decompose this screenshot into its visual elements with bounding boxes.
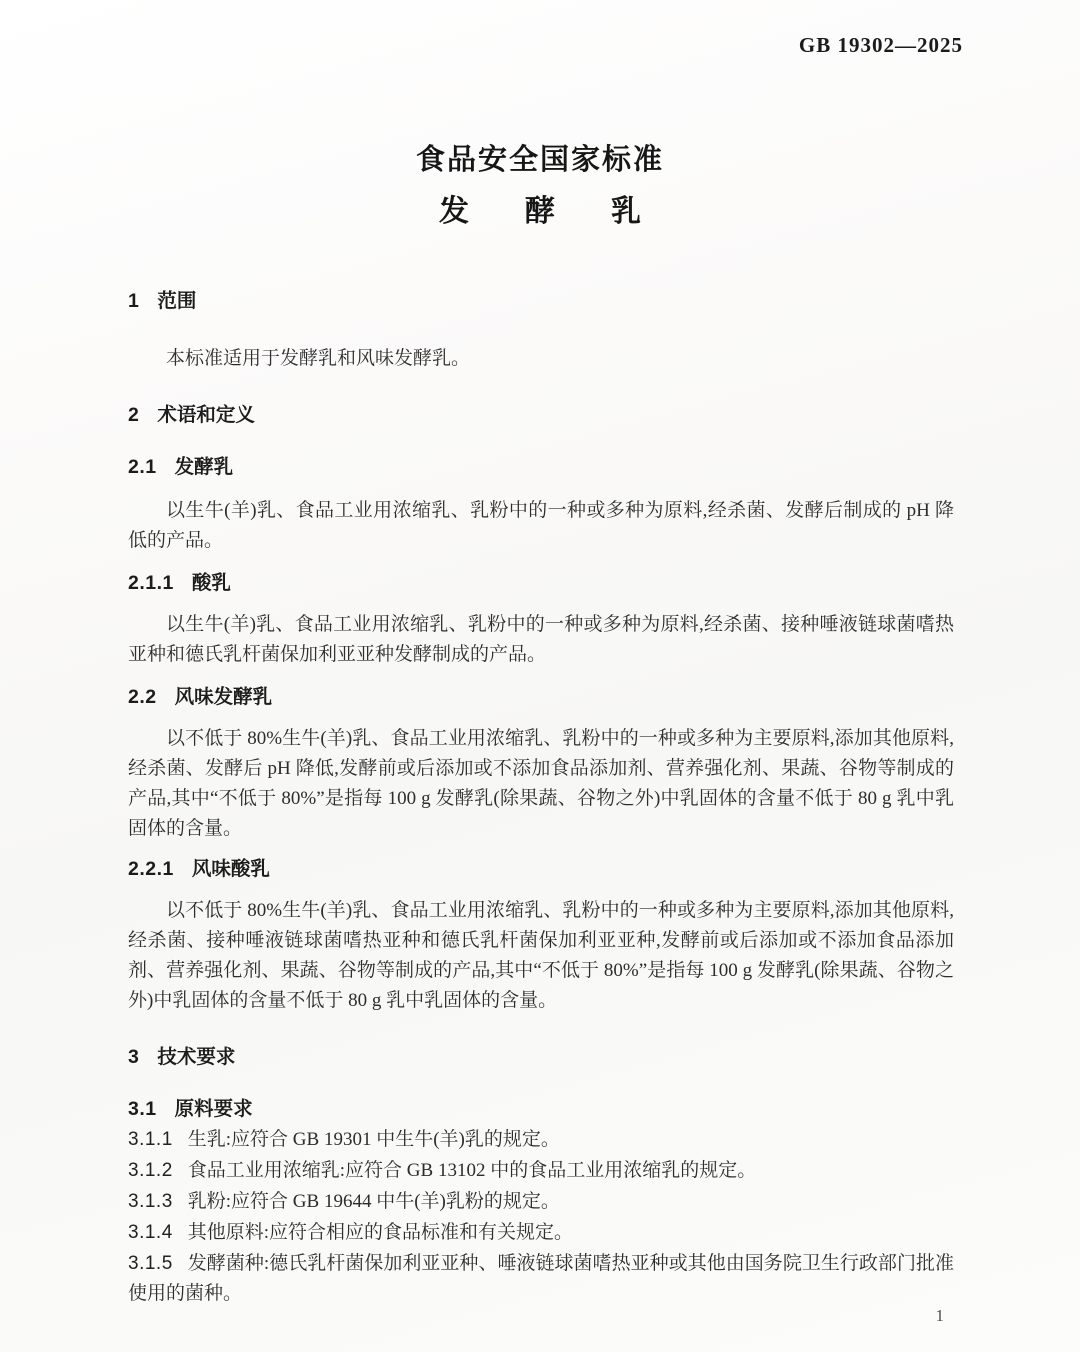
clause-2-2-title: 风味发酵乳: [174, 686, 273, 708]
section-3-title: 技术要求: [157, 1046, 236, 1068]
section-1-heading: [128, 286, 954, 316]
clause-3-1-3-number: 3.1.3: [128, 1191, 173, 1212]
clause-2-1-1-heading: [128, 568, 954, 598]
clause-2-1-1-number: 2.1.1: [128, 572, 174, 594]
clause-2-2-1-title: 风味酸乳: [191, 858, 270, 880]
section-3-heading: [128, 1042, 954, 1072]
standard-code: GB 19302—2025: [798, 33, 963, 57]
document-title-line1: 食品安全国家标准: [415, 144, 664, 176]
clause-3-1-4-number: 3.1.4: [128, 1222, 173, 1243]
clause-3-1-4-text: 其他原料:应符合相应的食品标准和有关规定。: [187, 1222, 574, 1243]
clause-3-1-2-text: 食品工业用浓缩乳:应符合 GB 13102 中的食品工业用浓缩乳的规定。: [187, 1160, 757, 1181]
section-2-heading: [128, 400, 954, 430]
clause-2-1-paragraph: 以生牛(羊)乳、食品工业用浓缩乳、乳粉中的一种或多种为原料,经杀菌、发酵后制成的 pH 降低的产品。: [128, 500, 954, 551]
clause-3-1-title: 原料要求: [174, 1098, 253, 1120]
clause-3-1-5-number: 3.1.5: [128, 1253, 173, 1274]
clause-3-1-1-number: 3.1.1: [128, 1129, 173, 1150]
clause-2-2-number: 2.2: [128, 686, 157, 708]
section-1-paragraph: 本标准适用于发酵乳和风味发酵乳。: [166, 348, 471, 369]
clause-2-1-1-title: 酸乳: [191, 572, 231, 594]
section-2-number: 2: [128, 404, 140, 426]
clause-2-1-heading: [128, 452, 954, 482]
clause-2-1-number: 2.1: [128, 456, 157, 478]
page-number: 1: [935, 1306, 944, 1325]
clause-2-1-1-paragraph: 以生牛(羊)乳、食品工业用浓缩乳、乳粉中的一种或多种为原料,经杀菌、接种唾液链球菌嗜热亚种和德氏乳杆菌保加利亚亚种发酵制成的产品。: [128, 614, 954, 665]
section-3-number: 3: [128, 1046, 140, 1068]
document-title-line2: 发酵乳: [439, 195, 697, 228]
clause-2-1-title: 发酵乳: [174, 456, 234, 478]
section-1-number: 1: [128, 290, 140, 312]
clause-2-2-1-heading: [128, 854, 954, 884]
clause-3-1-3-text: 乳粉:应符合 GB 19644 中牛(羊)乳粉的规定。: [187, 1191, 560, 1212]
clause-2-2-1-paragraph: 以不低于 80%生牛(羊)乳、食品工业用浓缩乳、乳粉中的一种或多种为主要原料,添加其他原料,经杀菌、接种唾液链球菌嗜热亚种和德氏乳杆菌保加利亚亚种,发酵前或后添加或不添加食品添加剂、营养强化剂、果蔬、谷物等制成的产品,其中“不低于 80%”是指每 100 g 发酵乳(除果蔬、谷物之外)中乳固体的含量不低于 80 g 乳中乳固体的含量。: [128, 900, 954, 1011]
clause-3-1-3-item: [128, 1187, 954, 1217]
clause-3-1-1-text: 生乳:应符合 GB 19301 中生牛(羊)乳的规定。: [187, 1129, 560, 1150]
section-1-title: 范围: [157, 290, 197, 312]
clause-3-1-4-item: [128, 1218, 954, 1248]
clause-3-1-5-text: 发酵菌种:德氏乳杆菌保加利亚亚种、唾液链球菌嗜热亚种或其他由国务院卫生行政部门批准使用的菌种。: [128, 1253, 954, 1304]
clause-2-2-heading: [128, 682, 954, 712]
clause-3-1-number: 3.1: [128, 1098, 157, 1120]
clause-3-1-1-item: [128, 1125, 954, 1155]
clause-3-1-heading: [128, 1094, 954, 1124]
document-body: [0, 286, 1080, 1309]
clause-3-1-5-item: [128, 1249, 954, 1309]
clause-3-1-2-number: 3.1.2: [128, 1160, 173, 1181]
clause-3-1-2-item: [128, 1156, 954, 1186]
clause-2-2-paragraph: 以不低于 80%生牛(羊)乳、食品工业用浓缩乳、乳粉中的一种或多种为主要原料,添加其他原料,经杀菌、发酵后 pH 降低,发酵前或后添加或不添加食品添加剂、营养强化剂、果蔬、谷物等制成的产品,其中“不低于 80%”是指每 100 g 发酵乳(除果蔬、谷物之外)中乳固体的含量不低于 80 g 乳中乳固体的含量。: [128, 728, 954, 839]
clause-2-2-1-number: 2.2.1: [128, 858, 174, 880]
section-2-title: 术语和定义: [157, 404, 255, 426]
